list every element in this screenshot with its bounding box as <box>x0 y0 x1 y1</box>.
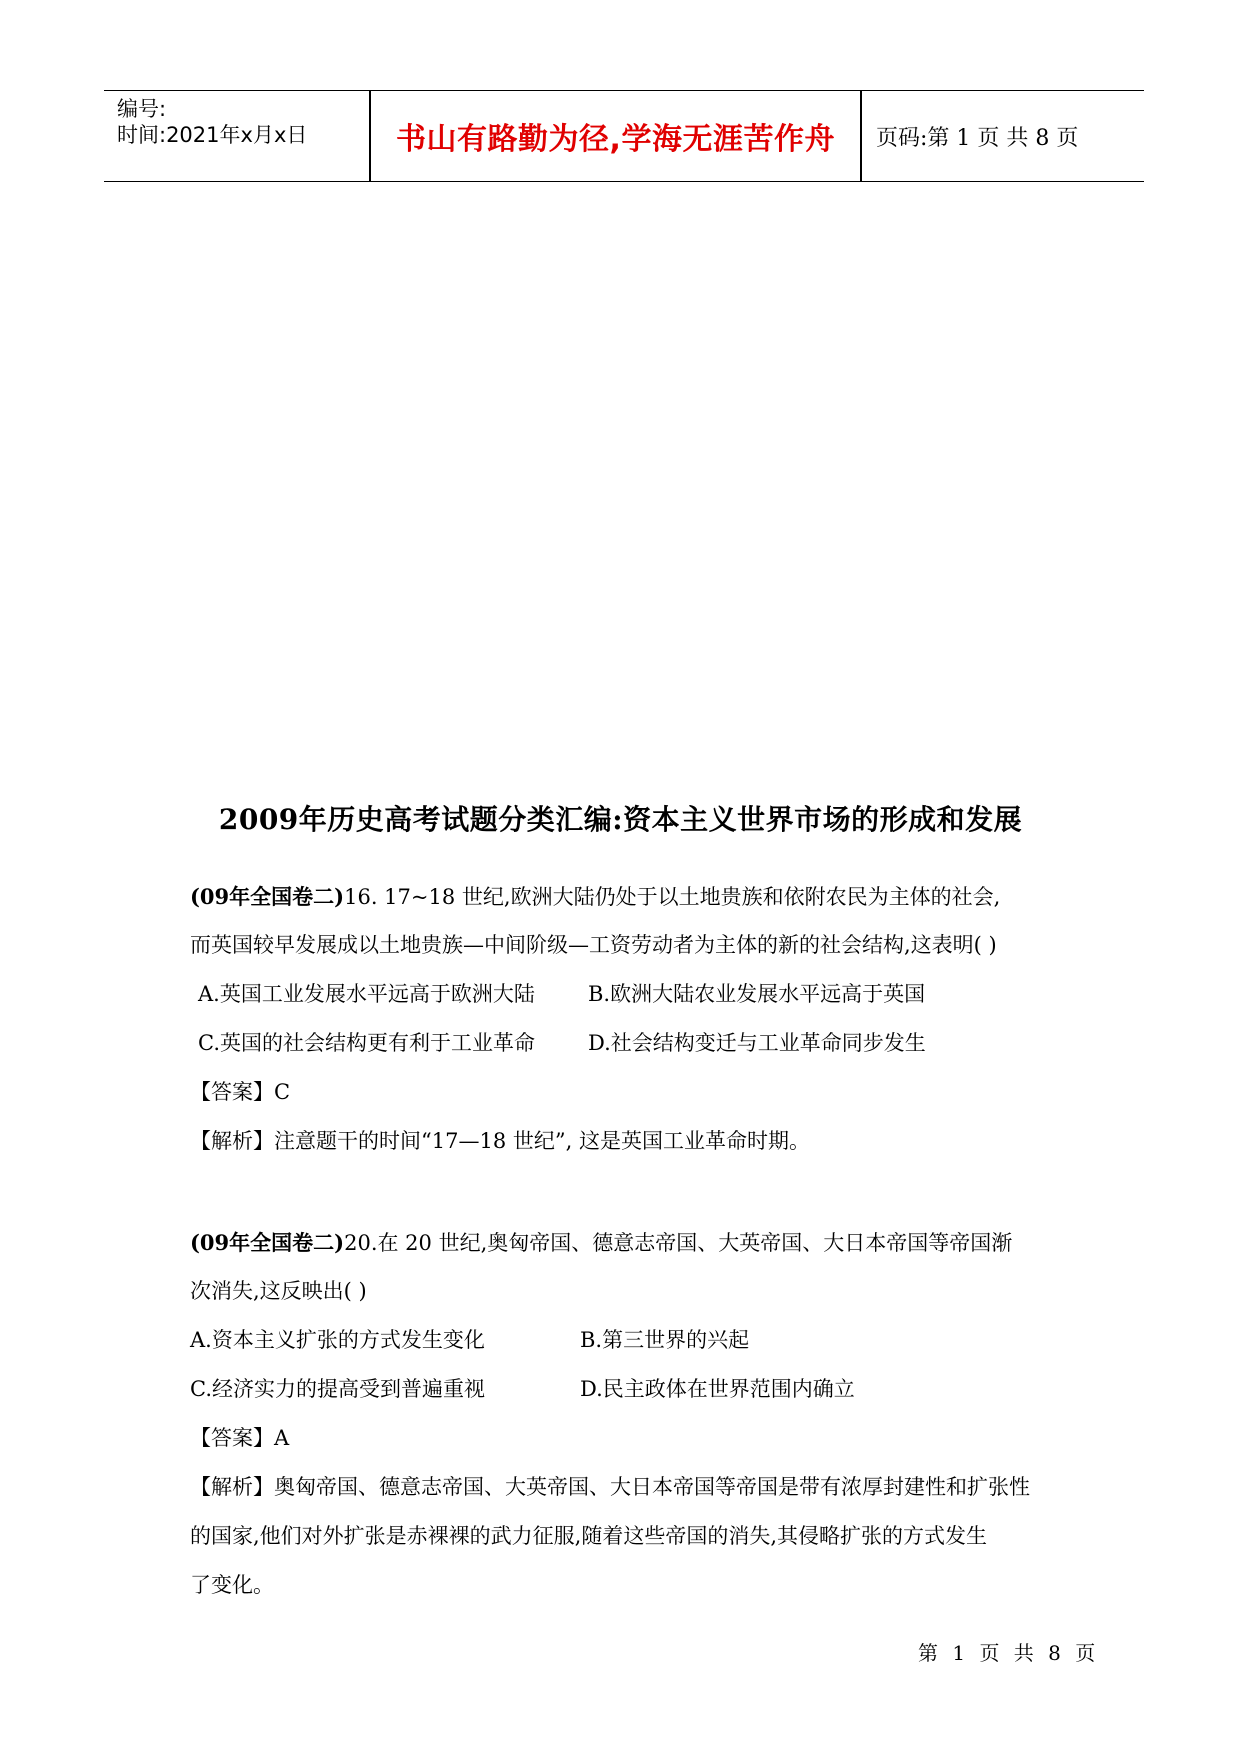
question-stem: 20.在 20 世纪,奥匈帝国、德意志帝国、大英帝国、大日本帝国等帝国渐 <box>344 1231 1013 1255</box>
analysis-line: 的国家,他们对外扩张是赤裸裸的武力征服,随着这些帝国的消失,其侵略扩张的方式发生 <box>190 1524 988 1548</box>
header-meta <box>117 91 367 181</box>
option-row <box>190 1019 1070 1068</box>
page-header <box>104 90 1144 182</box>
analysis-line: 了变化。 <box>190 1573 274 1597</box>
question-stem-line: 而英国较早发展成以土地贵族—中间阶级—工资劳动者为主体的新的社会结构,这表明( ) <box>190 933 997 957</box>
document-title: 2009年历史高考试题分类汇编:资本主义世界市场的形成和发展 <box>218 803 1023 836</box>
option-c: C.英国的社会结构更有利于工业革命 <box>198 1031 535 1055</box>
time-label: 时间:2021年x月x日 <box>117 123 308 147</box>
option-d: D.社会结构变迁与工业革命同步发生 <box>588 1031 926 1055</box>
spacer <box>190 1166 1070 1218</box>
option-b: B.第三世界的兴起 <box>580 1328 750 1352</box>
question-source: (09年全国卷二) <box>190 884 345 909</box>
page-footer: 第 1 页 共 8 页 <box>918 1641 1100 1665</box>
option-d: D.民主政体在世界范围内确立 <box>580 1377 855 1401</box>
question-stem: 16. 17~18 世纪,欧洲大陆仍处于以土地贵族和依附农民为主体的社会, <box>344 885 1001 909</box>
analysis-line: 【解析】注意题干的时间“17—18 世纪”, 这是英国工业革命时期。 <box>190 1129 810 1153</box>
option-row <box>190 970 1070 1019</box>
question-block <box>190 1218 1070 1610</box>
question-stem-line <box>190 872 1070 921</box>
option-b: B.欧洲大陆农业发展水平远高于英国 <box>588 982 926 1006</box>
analysis-line: 【解析】奥匈帝国、德意志帝国、大英帝国、大日本帝国等帝国是带有浓厚封建性和扩张性 <box>190 1475 1030 1499</box>
question-source: (09年全国卷二) <box>190 1230 345 1255</box>
number-label: 编号: <box>117 97 167 121</box>
option-a: A.英国工业发展水平远高于欧洲大陆 <box>198 982 535 1006</box>
header-page-info: 页码:第 1 页 共 8 页 <box>876 125 1079 151</box>
question-stem-line <box>190 1218 1070 1267</box>
header-motto: 书山有路勤为径,学海无涯苦作舟 <box>396 122 835 157</box>
header-divider <box>860 91 862 181</box>
document-body <box>190 872 1070 1610</box>
answer-line: 【答案】A <box>190 1426 290 1450</box>
option-c: C.经济实力的提高受到普遍重视 <box>190 1377 485 1401</box>
question-block <box>190 872 1070 1166</box>
option-row <box>190 1316 1070 1365</box>
option-a: A.资本主义扩张的方式发生变化 <box>190 1328 485 1352</box>
answer-line: 【答案】C <box>190 1080 291 1104</box>
question-stem-line: 次消失,这反映出( ) <box>190 1279 367 1303</box>
option-row <box>190 1365 1070 1414</box>
